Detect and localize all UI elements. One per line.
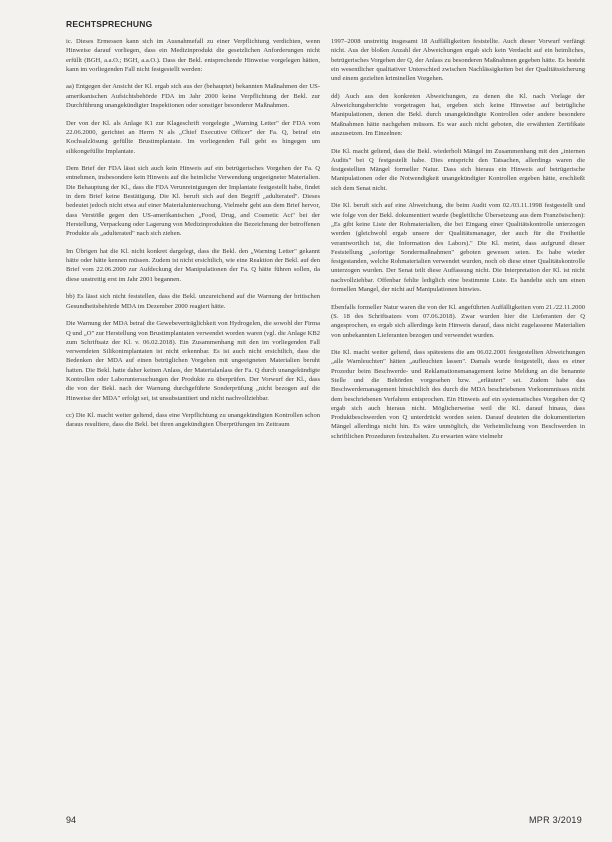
paragraph: Die Kl. macht weiter geltend, dass spätestens die am 06.02.2001 festgestellten Abweichungen „alle Warnleuchten" hätten „aufleuchten lassen". Damals wurde festgestellt, dass es einer Prozedur beim Beschwerde- und Reklamationsmanagement keine Meldung an die benannte Stelle und die Behörden vorgesehen bzw. „erläutert" sei. Zudem habe das Beschwerdemanagement hinsichtlich des durch die MDA beschriebenen Vorkommnisses nicht dem beschriebenen Verfahren entsprochen. Ein Hinweis auf ein systematisches Vorgehen der Q ergab sich auch hieraus nicht. Möglicherweise weil die Kl. darauf hinaus, dass Produktbeschwerden von Q unterdrückt worden seien. Darauf deuteten die dokumentierten Mängel allerdings nicht hin. Es wäre unmöglich, die Verheimlichung von Beschwerden in schriftlichen Prozeduren festzuhalten. Zu erwarten wäre vielmehr [331,349,585,440]
paragraph: Der von der Kl. als Anlage K1 zur Klageschrift vorgelegte „Warning Letter" der FDA vom 22.06.2000, gerichtet an Herrn N als „Chief Executive Officer" der Fa. Q, betraf ein Kochsalzlösung gefüllte Brustimplantate. Im vorliegenden Fall geht es hingegen um silikongefüllte Implantate. [66,119,320,155]
left-column [66,37,320,438]
paragraph: Im Übrigen hat die Kl. nicht konkret dargelegt, dass die Bekl. den „Warning Letter" gekannt hätte oder hätte kennen müssen. Zudem ist nicht ersichtlich, wie eine Reaktion der Bekl. auf den Brief vom 22.06.2000 zur Aufdeckung der Manipulationen der Fa. Q hätte führen sollen, da diese unstreitig erst im Jahr 2001 begannen. [66,247,320,283]
journal-issue: MPR 3/2019 [528,815,582,825]
paragraph: Dem Brief der FDA lässt sich auch kein Hinweis auf ein betrügerisches Vorgehen der Fa. Q entnehmen, insbesondere kein Hinweis auf die heimliche Verwendung ungeeigneter Materialien. Die Behauptung der Kl., dass die FDA Verunreinigungen der Implantate festgestellt habe, findet in dem Brief keine Bestätigung. Die Kl. beruft sich auf den Begriff „adulterated". Dieses bedeutet jedoch nicht etwa auf einer Materialuntersuchung. Vielmehr geht aus dem Brief hervor, dass Verstöße gegen den US-amerikanischen „Food, Drug, and Cosmetic Act" bei der Herstellung, Verpackung oder Lagerung von Medizinprodukten die Bezeichnung der betroffenen Produkte als „adulterated" nach sich ziehen. [66,165,320,238]
paragraph: Die Kl. beruft sich auf eine Abweichung, die beim Audit vom 02./03.11.1998 festgestellt und wie folge von der Bekl. dokumentiert wurde (begleitliche Übersetzung aus dem Französischen): „Es gibt keine Liste der Rohmaterialien, die bei Eingang einer Qualitätskontrolle unterzogen werden (gleichwohl ergab unsere der Qualitätsmanager, der auch für die Freiheitle verantwortlich ist, die Information des Labors)." Die Kl. meint, dass aufgrund dieser Feststellung „sofortige Sondermaßnahmen" geboten gewesen seien. Es habe wieder festgestanden, welche Rohmaterialien verwendet wurden, noch ob diese einer Qualitätskontrolle unterzogen wurden. Der Senat teilt diese Auffassung nicht. Die Interpretation der Kl. ist nicht nachvollziehbar. Offenbar fehlte lediglich eine bestimmte Liste. Es handelte sich um einen formellen Mangel, der nicht auf Manipulationen hinwies. [331,202,585,294]
paragraph: bb) Es lässt sich nicht feststellen, dass die Bekl. unzureichend auf die Warnung der britischen Gesundheitsbehörde MDA im Dezember 2000 reagiert hätte. [66,293,320,310]
paragraph: Die Warnung der MDA betraf die Gewebeverträglichkeit von Hydrogelen, die sowohl der Firma Q und „O" zur Herstellung von Brustimplantaten verwendet worden waren (vgl. die Anlage KB2 zum Schriftsatz der Kl. v. 06.02.2018). Ein Zusammenhang mit den im vorliegenden Fall verwendeten Silikonimplantaten ist nicht erkennbar. Es ist auch nicht ersichtlich, dass die Bedenken der MDA auf einen betrüglichen Vorgehen mit ungeeigneten Materialien beruht hatten. Die Bekl. hatte daher keinen Anlass, der Materialanlass der Fa. Q durch unangekündigte Kontrollen oder Laboruntersuchungen der Produkte zu überprüfen. Der Vorwurf der Kl., dass die von der Bekl. nach der Warnung durchgeführte Sonderprüfung „nicht bezogen auf die Hinweise der MDA" erfolgt sei, ist unsubstantiiert und nicht nachvollziehbar. [66,320,320,402]
paragraph: ic. Dieses Ermessen kann sich im Ausnahmefall zu einer Verpflichtung verdichten, wenn Hinweise darauf vorliegen, dass ein Medizinprodukt die gesetzlichen Anforderungen nicht erfüllt (BGH, a.a.O.; BGH, a.a.O.). Dass der Bekl. entsprechende Hinweise vorgelegen hätten, kann im vorliegenden Fall nicht festgestellt werden: [66,38,320,73]
paragraph: dd) Auch aus den konkreten Abweichungen, zu denen die Kl. nach Vorlage der Abweichungsberichte vorgetragen hat, ergeben sich keine Hinweise auf betrügliche Manipulationen, denen die Bekl. durch unangekündigte Kontrollen oder andere besondere Maßnahmen hätte nachgehen müssen. Es war auch nicht geboten, die erwähnten Zertifikate auszusetzen. Im Einzelnen: [331,92,585,137]
page-number: 94 [66,815,77,825]
paragraph: cc) Die Kl. macht weiter geltend, dass eine Verpflichtung zu unangekündigten Kontrollen schon daraus resultiere, dass die Bekl. bei ihren angekündigten Überprüfungen im Zeitraum [66,412,320,429]
paragraph: Ebenfalls formeller Natur waren die von der Kl. angeführten Auffälligkeiten vom 21./22.11.2000 (S. 18 des Schriftsatzes vom 07.06.2018). Zwar wurden hier die Lieferanten der Q angesprochen, es ergab sich allerdings kein Hinweis darauf, dass nicht zugelassene Materialien von unbekannten Lieferanten bezogen und verwendet wurden. [331,303,585,339]
paragraph: 1997–2008 unstreitig insgesamt 18 Auffälligkeiten feststellte. Auch dieser Vorwurf verfängt nicht. Aus der bloßen Anzahl der Abweichungen ergab sich kein Verdacht auf ein heimliches, betrügerisches Vorgehen der Q, der Anlass zu besonderen Maßnahmen gegeben hätte. Es besteht ein wesentlicher qualitativer Unterschied zwischen Nachlässigkeiten bei der Qualitätssicherung und einem gezielten kriminellen Vorgehen. [331,38,585,83]
paragraph: Die Kl. macht geltend, dass die Bekl. wiederholt Mängel im Zusammenhang mit den „internen Audits" bei Q festgestellt habe. Dies entspricht den Tatsachen, allerdings waren die festgestellten Mängel formeller Natur. Dass sich hieraus ein Hinweis auf betrügerische Manipulationen oder die Notwendigkeit unangekündigter Kontrollen ergeben hätte, erschließt sich dem Senat nicht. [331,147,585,192]
right-column [331,37,585,449]
section-header: RECHTSPRECHUNG [66,19,153,29]
paragraph: aa) Entgegen der Ansicht der Kl. ergab sich aus der (behauptet) bekannten Maßnahmen der US-amerikanischen Aufsichtsbehörde FDA im Jahr 2000 keine Verpflichtung der Bekl. zur Durchführung unangekündigter Inspektionen oder sonstiger besonderer Maßnahmen. [66,83,320,110]
